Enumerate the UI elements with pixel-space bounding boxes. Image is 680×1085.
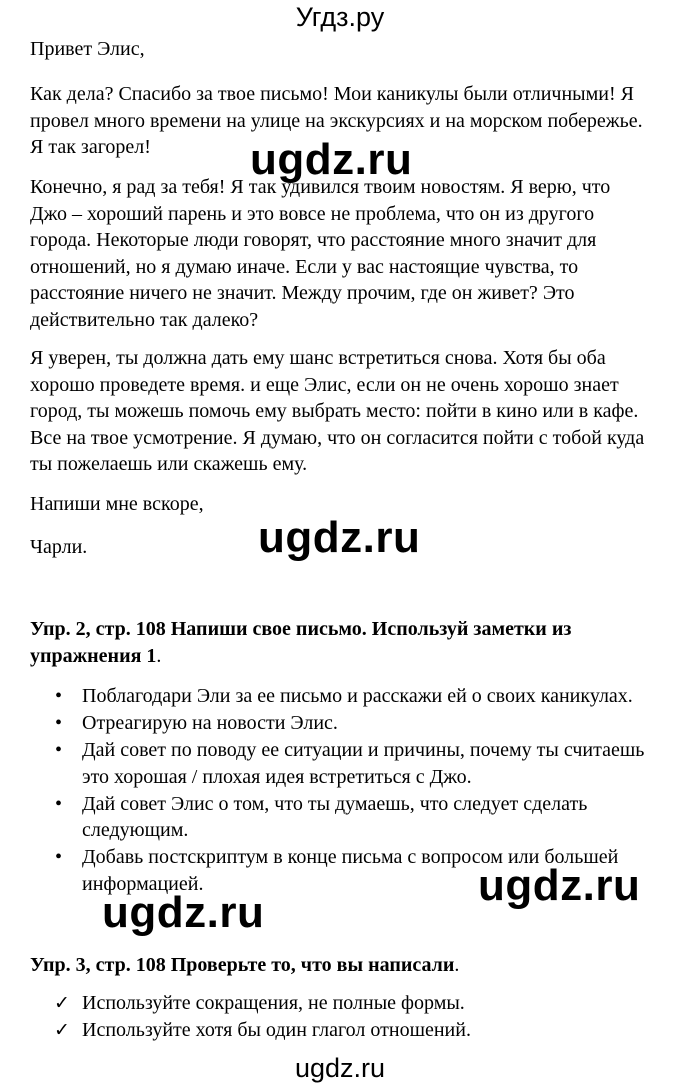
text-line: ты пожелаешь или скажешь ему. [30,453,308,475]
text-line: Используйте хотя бы один глагол отношений. [82,1018,471,1041]
text-line: город, ты можешь помочь ему выбрать место: пойти в кино или в кафе. [30,400,639,422]
text-line: провел много времени на улице на экскурсиях и на морском побережье. [30,109,643,132]
bullet-icon: • [55,846,63,868]
checkmark-icon: ✓ [54,992,70,1014]
task-2-title [30,616,571,670]
task-3-title-period: . [454,954,460,976]
text-line: Дай совет Элис о том, что ты думаешь, что следует сделать [82,792,588,815]
text-line: Добавь постскриптум в конце письма с вопросом или большей [82,846,619,868]
checklist-item [0,1017,680,1044]
letter-signature: Чарли. [30,536,88,558]
text-line: Используйте сокращения, не полные формы. [82,992,465,1014]
text-line: Джо – хороший парень и это вовсе не проблема, что он из другого [30,202,595,225]
task-2-title-period: . [156,645,162,667]
text-line: расстояние ничего не значит. Между прочим, где он живет? Это [30,282,575,304]
task-3-checklist [0,990,680,1043]
list-item [0,791,680,844]
text-line: Конечно, я рад за тебя! Я так удивился твоим новостям. Я верю, что [30,176,611,198]
text-line: следующим. [82,819,189,841]
watermark-logo: ugdz.ru [258,513,421,562]
bullet-icon: • [55,739,63,761]
text-line: хорошо проведете время. и еще Элис, если он не очень хорошо знает [30,373,619,396]
task-3-title-text: Упр. 3, стр. 108 Проверьте то, что вы написали [30,954,455,976]
list-item [0,737,680,790]
text-line: города. Некоторые люди говорят, что расстояние много значит для [30,229,597,251]
watermark-logo: ugdz.ru [478,861,641,910]
bullet-icon: • [55,792,63,815]
letter-paragraph-2 [30,174,670,333]
checklist-item [0,990,680,1017]
text-line: Все на твое усмотрение. Я думаю, что он согласится пойти с тобой куда [30,426,645,449]
watermark-logo: ugdz.ru [102,888,265,937]
text-line: Дай совет по поводу ее ситуации и причины, почему ты считаешь [82,739,645,761]
site-footer: ugdz.ru [294,1053,386,1083]
task-2-title-line-2: упражнения 1 [30,645,157,667]
task-3-title [30,952,459,979]
text-line: Отреагирую на новости Элис. [82,712,338,734]
text-line: информацией. [82,872,204,895]
task-2-title-line-1: Упр. 2, стр. 108 Напиши свое письмо. Используй заметки из [30,618,572,640]
list-item [0,710,680,737]
text-line: отношений, но я думаю иначе. Если у вас настоящие чувства, то [30,255,579,278]
watermark-logo: ugdz.ru [250,135,413,184]
text-line: Как дела? Спасибо за твое письмо! Мои каникулы были отличными! Я [30,83,634,105]
text-line: это хорошая / плохая идея встретиться с Джо. [82,765,472,788]
letter-closing: Напиши мне вскоре, [30,493,204,515]
bullet-icon: • [55,685,63,707]
site-header: Угдз.ру [295,2,385,32]
text-line: Я так загорел! [30,136,151,158]
list-item [0,683,680,710]
checkmark-icon: ✓ [54,1018,70,1041]
bullet-icon: • [55,712,63,734]
text-line: Поблагодари Эли за ее письмо и расскажи ей о своих каникулах. [82,685,633,707]
text-line: действительно так далеко? [30,308,259,331]
letter-greeting: Привет Элис, [30,38,145,60]
letter-paragraph-3 [30,345,670,478]
text-line: Я уверен, ты должна дать ему шанс встретиться снова. Хотя бы оба [30,347,606,369]
